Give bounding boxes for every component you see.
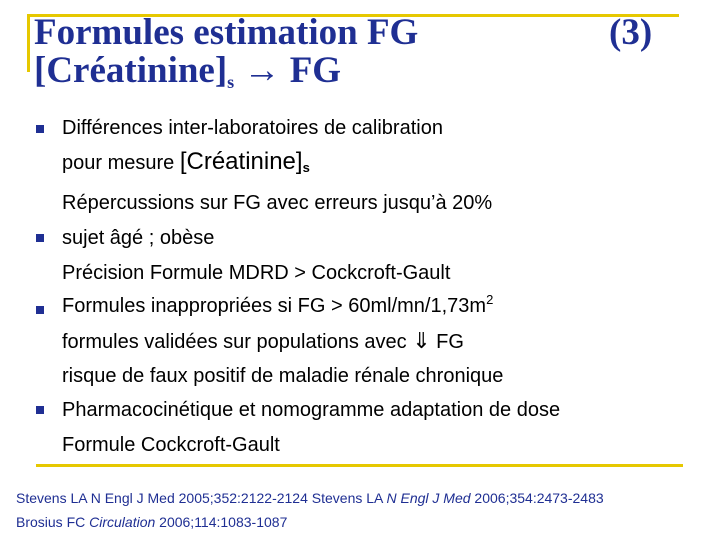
reference-1-text: Stevens LA N Engl J Med 2005;352:2122-2124 Stevens LA xyxy=(16,490,387,506)
body-line-7-prefix: formules validées sur populations avec xyxy=(62,331,413,353)
body-line-6-main: Formules inappropriées si FG > 60ml/mn/1,73m xyxy=(62,295,487,317)
slide-number-label: (3) xyxy=(609,12,653,53)
reference-2-text: Brosius FC xyxy=(16,514,90,530)
body-line-9: Pharmacocinétique et nomogramme adaptation de dose xyxy=(62,399,561,421)
body-line-3: Répercussions sur FG avec erreurs jusqu’à 20% xyxy=(62,192,493,214)
body-line-4: sujet âgé ; obèse xyxy=(62,227,215,249)
double-down-arrow-icon: ⇓ xyxy=(412,328,431,353)
body-line-1: Différences inter-laboratoires de calibration xyxy=(62,117,443,139)
reference-line-1 xyxy=(16,489,604,507)
body-line-7 xyxy=(62,330,464,354)
reference-1-details: 2006;354:2473-2483 xyxy=(470,490,604,506)
title-line-2-main: [Créatinine] xyxy=(34,50,228,91)
reference-1-journal: N Engl J Med xyxy=(386,490,471,506)
body-line-8: risque de faux positif de maladie rénale chronique xyxy=(62,365,504,387)
title-line-1: Formules estimation FG xyxy=(34,12,419,53)
footer-rule xyxy=(36,464,683,467)
reference-2-details: 2006;114:1083-1087 xyxy=(155,514,288,530)
body-line-6-superscript: 2 xyxy=(486,292,494,307)
slide-title xyxy=(34,14,418,90)
title-line-2-subscript: s xyxy=(227,72,235,92)
reference-line-2 xyxy=(16,513,287,531)
body-line-2-subscript: s xyxy=(302,160,310,175)
body-line-5: Précision Formule MDRD > Cockcroft-Gault xyxy=(62,262,451,284)
bullet-square-icon xyxy=(36,306,44,314)
body-line-2-big: [Créatinine] xyxy=(179,148,303,175)
bullet-square-icon xyxy=(36,406,44,414)
title-frame-left-rule xyxy=(27,14,30,72)
bullet-square-icon xyxy=(36,234,44,242)
bullet-square-icon xyxy=(36,125,44,133)
body-line-10: Formule Cockcroft-Gault xyxy=(62,434,280,456)
body-line-6 xyxy=(62,294,493,318)
reference-2-journal: Circulation xyxy=(89,514,156,530)
body-line-2-prefix: pour mesure xyxy=(62,152,180,174)
body-line-7-suffix: FG xyxy=(430,331,464,353)
title-line-2-end: → FG xyxy=(234,50,342,91)
body-line-2 xyxy=(62,150,310,180)
